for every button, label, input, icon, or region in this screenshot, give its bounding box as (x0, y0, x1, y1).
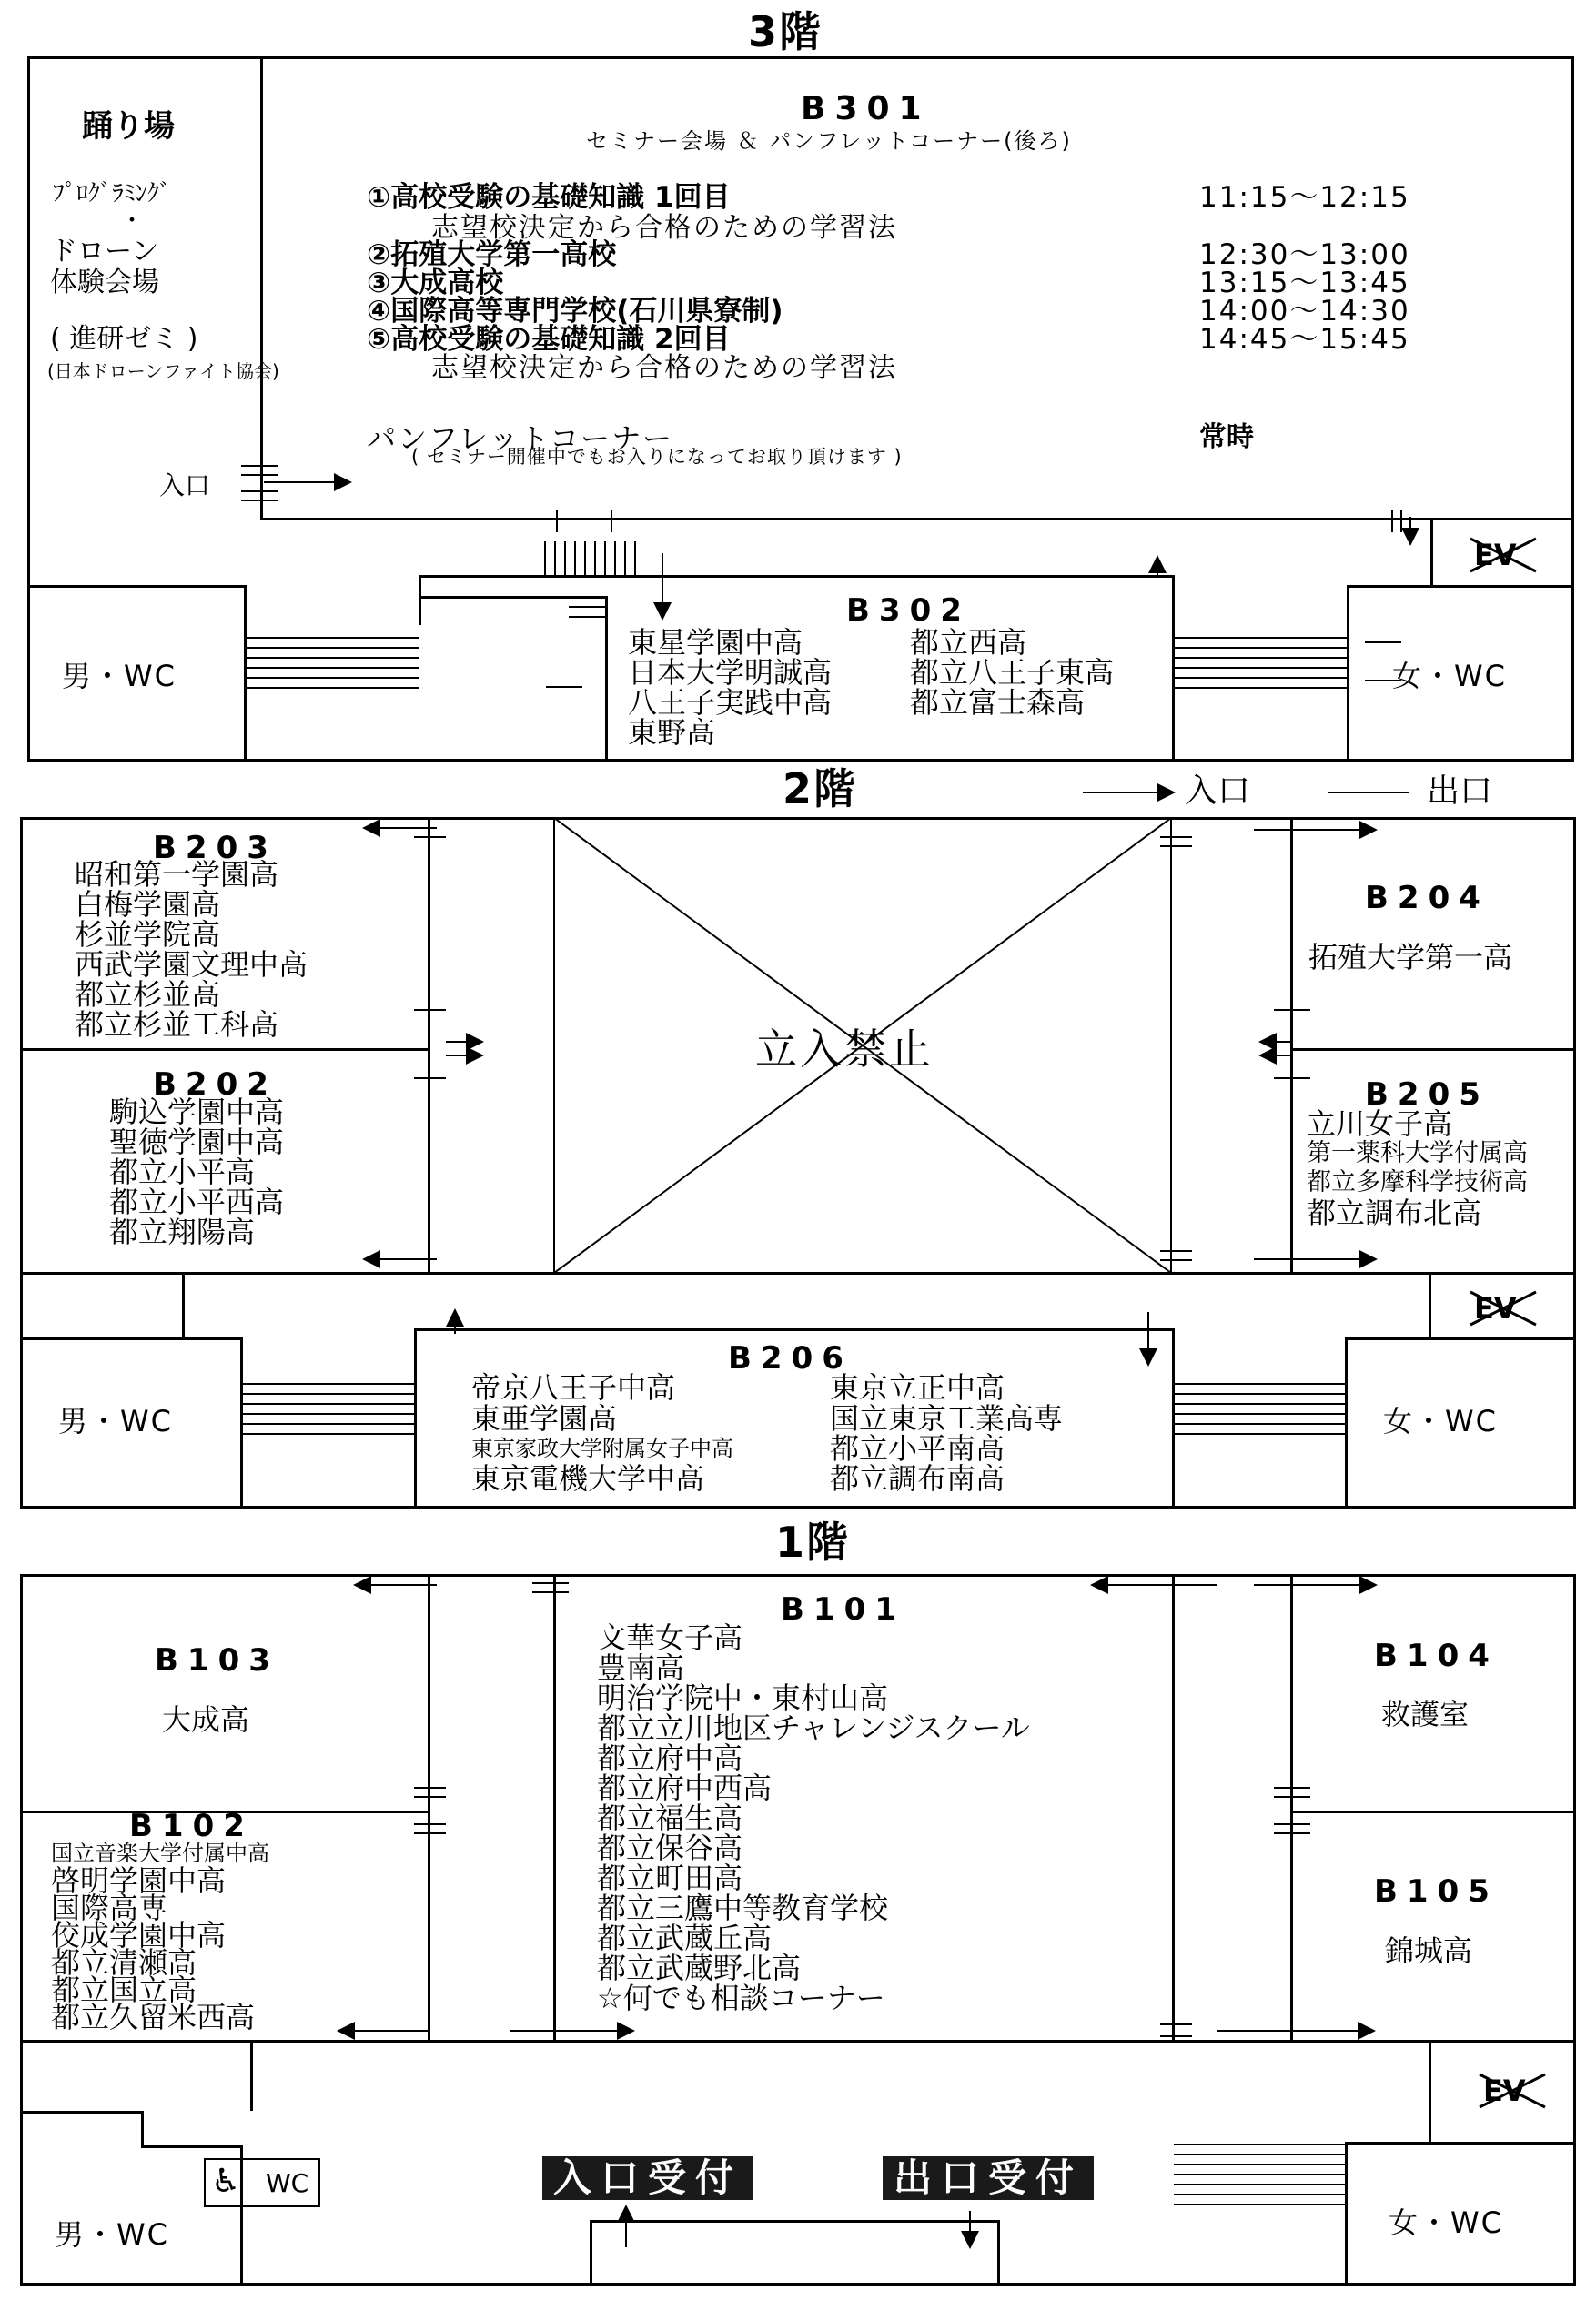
elevator-label: EV (1474, 1291, 1517, 1326)
legend-exit: 出口 (1427, 772, 1493, 810)
school: 東亜学園高 (471, 1401, 618, 1436)
school: 日本大学明誠高 (628, 655, 833, 690)
seminar-title: ①高校受験の基礎知識 1回目 (367, 181, 731, 214)
cross-icon (1476, 2071, 1549, 2111)
school: 聖徳学園中高 (109, 1125, 285, 1159)
school: 立川女子高 (1307, 1106, 1453, 1141)
floor1-wc-women: 女・WC (1389, 2205, 1503, 2240)
school: 東京電機大学中高 (471, 1461, 705, 1496)
room-b302-label: B302 (846, 592, 971, 629)
school: 駒込学園中高 (109, 1095, 285, 1129)
school: 西武学園文理中高 (75, 947, 308, 982)
floor3-entrance-label: 入口 (159, 470, 211, 500)
school: 東京立正中高 (830, 1370, 1005, 1405)
room-b202-label: B202 (153, 1066, 278, 1103)
landing-line: ﾌﾟﾛｸﾞﾗﾐﾝｸﾞ (53, 180, 172, 207)
school: 啓明学園中高 (51, 1863, 227, 1898)
school: 都立西高 (910, 625, 1027, 660)
school: 都立国立高 (51, 1973, 197, 2007)
school: 都立武蔵野北高 (597, 1951, 802, 1985)
school: 都立清瀬高 (51, 1945, 197, 1980)
seminar-time: 14:45〜15:45 (1199, 323, 1410, 356)
school: 八王子実践中高 (628, 685, 833, 720)
school: 都立保谷高 (597, 1831, 743, 1865)
cross-icon (1467, 1288, 1540, 1328)
elevator-icon (1467, 535, 1540, 575)
school: 都立小平西高 (109, 1185, 285, 1219)
restricted-label: 立入禁止 (755, 1024, 934, 1074)
school: 国立音楽大学付属中高 (51, 1841, 269, 1866)
pamphlet-note: ( セミナー開催中でもお入りになってお取り頂けます ) (411, 446, 903, 468)
seminar-note: 志望校決定から合格のための学習法 (431, 352, 897, 384)
school: 帝京八王子中高 (471, 1370, 676, 1405)
school: 大成高 (162, 1702, 250, 1737)
school: 都立調布南高 (830, 1461, 1005, 1496)
elevator-icon (1467, 1288, 1540, 1328)
school: 都立三鷹中等教育学校 (597, 1891, 889, 1925)
school: 都立府中西高 (597, 1771, 773, 1805)
seminar-time: 14:00〜14:30 (1199, 295, 1410, 328)
first-aid-room: 救護室 (1381, 1697, 1470, 1731)
school: 都立調布北高 (1307, 1196, 1482, 1230)
floor1-wc-men: 男・WC (55, 2217, 169, 2252)
school: 都立翔陽高 (109, 1215, 256, 1249)
room-b301-label: B301 (801, 90, 931, 127)
school: 拓殖大学第一高 (1308, 940, 1513, 974)
school: 都立府中高 (597, 1741, 743, 1775)
floor3-wc-men: 男・WC (62, 659, 177, 693)
legend-entrance: 入口 (1185, 772, 1251, 810)
school: 杉並学院高 (75, 917, 221, 952)
room-b204-label: B204 (1365, 880, 1490, 916)
school: 都立杉並工科高 (75, 1007, 279, 1042)
school: 文華女子高 (597, 1620, 743, 1655)
seminar-title: ④国際高等専門学校(石川県寮制) (367, 295, 783, 328)
pamphlet-time: 常時 (1199, 421, 1254, 453)
room-b105-label: B105 (1374, 1873, 1499, 1910)
room-b102-label: B102 (129, 1808, 254, 1844)
floor3-wc-women: 女・WC (1392, 659, 1507, 693)
landing-line: 体験会場 (50, 267, 159, 298)
school: 豊南高 (597, 1650, 685, 1685)
room-b203-label: B203 (153, 830, 278, 866)
landing-line: ・ (120, 207, 145, 235)
school: 都立福生高 (597, 1801, 743, 1835)
school: 白梅学園高 (75, 887, 221, 922)
seminar-title: ②拓殖大学第一高校 (367, 238, 617, 271)
floor2-wc-men: 男・WC (58, 1404, 173, 1438)
school: 都立武蔵丘高 (597, 1921, 773, 1955)
school: 都立八王子東高 (910, 655, 1115, 690)
landing-line: (日本ドローンファイト協会) (47, 360, 279, 382)
landing-title: 踊り場 (82, 108, 175, 145)
school: 東星学園中高 (628, 625, 803, 660)
school: 昭和第一学園高 (75, 857, 279, 892)
seminar-time: 11:15〜12:15 (1199, 181, 1410, 214)
school: 東京家政大学附属女子中高 (471, 1436, 733, 1461)
school: 佼成学園中高 (51, 1918, 227, 1953)
elevator-icon (1476, 2071, 1549, 2111)
room-b205-label: B205 (1365, 1076, 1490, 1113)
floor3-title: 3階 (748, 7, 823, 56)
school: 錦城高 (1385, 1933, 1473, 1968)
b301-subtitle: セミナー会場 ＆ パンフレットコーナー(後ろ) (586, 128, 1072, 154)
school: 国立東京工業高専 (830, 1401, 1064, 1436)
landing-line: ( 進研ゼミ ) (50, 323, 198, 355)
floor2-wc-women: 女・WC (1383, 1404, 1498, 1438)
school: 都立小平高 (109, 1155, 256, 1189)
school: 明治学院中・東村山高 (597, 1680, 889, 1715)
school: 国際高専 (51, 1891, 168, 1925)
school: 都立富士森高 (910, 685, 1086, 720)
cross-icon (1467, 535, 1540, 575)
seminar-title: ③大成高校 (367, 267, 504, 299)
school: 都立町田高 (597, 1861, 743, 1895)
elevator-label: EV (1483, 2074, 1526, 2108)
consultation-corner: ☆何でも相談コーナー (597, 1981, 885, 2015)
seminar-time: 13:15〜13:45 (1199, 267, 1410, 299)
seminar-note: 志望校決定から合格のための学習法 (431, 212, 897, 244)
school: 都立立川地区チャレンジスクール (597, 1711, 1030, 1745)
seminar-time: 12:30〜13:00 (1199, 238, 1410, 271)
seminar-title: ⑤高校受験の基礎知識 2回目 (367, 323, 731, 356)
room-b206-label: B206 (728, 1340, 853, 1377)
school: 都立小平南高 (830, 1431, 1005, 1466)
door-marks (241, 466, 1401, 2036)
school: 都立杉並高 (75, 977, 221, 1012)
reception-entrance: 入口受付 (542, 2156, 753, 2200)
room-b101-label: B101 (781, 1591, 905, 1628)
landing-line: ドローン (50, 236, 159, 267)
school: 都立久留米西高 (51, 2000, 256, 2034)
accessible-wc-label: WC (266, 2168, 309, 2198)
school: 第一薬科大学付属高 (1307, 1139, 1528, 1167)
reception-exit: 出口受付 (883, 2156, 1094, 2200)
school: 都立多摩科学技術高 (1307, 1168, 1528, 1196)
floor1-title: 1階 (775, 1518, 851, 1567)
room-b103-label: B103 (155, 1642, 279, 1679)
school: 東野高 (628, 715, 716, 750)
room-b104-label: B104 (1374, 1638, 1499, 1674)
wheelchair-icon: ♿ (211, 2163, 241, 2200)
pamphlet-corner: パンフレットコーナー (367, 421, 674, 456)
floor2-title: 2階 (783, 764, 858, 813)
elevator-label: EV (1474, 538, 1517, 572)
